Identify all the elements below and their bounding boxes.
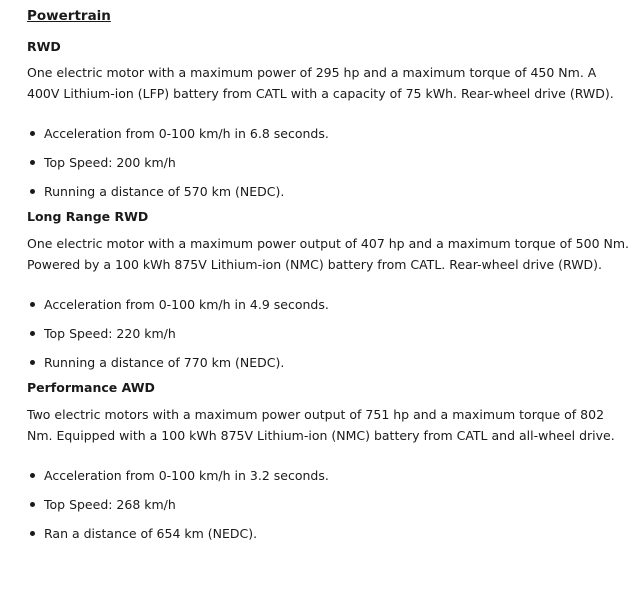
spec-item-top-speed: Top Speed: 220 km/h	[27, 325, 629, 354]
variant-description: One electric motor with a maximum power of 295 hp and a maximum torque of 450 Nm. A 400V Lithium-ion (LFP) battery from CATL with a capacity of 75 kWh. Rear-wheel drive (RWD).	[27, 65, 614, 101]
variant-title: Long Range RWD	[27, 209, 149, 224]
spec-list	[27, 296, 629, 383]
variant-performance-awd	[27, 379, 629, 554]
spec-item-acceleration: Acceleration from 0-100 km/h in 4.9 seconds.	[27, 296, 629, 325]
variant-rwd	[27, 38, 629, 212]
variant-title: Performance AWD	[27, 380, 155, 395]
spec-item-top-speed: Top Speed: 200 km/h	[27, 154, 629, 183]
variant-description: Two electric motors with a maximum power output of 751 hp and a maximum torque of 802 Nm. Equipped with a 100 kWh 875V Lithium-ion (NMC) battery from CATL and all-wheel drive.	[27, 407, 615, 443]
variant-description: One electric motor with a maximum power output of 407 hp and a maximum torque of 500 Nm. Powered by a 100 kWh 875V Lithium-ion (NMC) battery from CATL. Rear-wheel drive (RWD).	[27, 236, 629, 272]
spec-item-acceleration: Acceleration from 0-100 km/h in 3.2 seconds.	[27, 467, 629, 496]
spec-item-top-speed: Top Speed: 268 km/h	[27, 496, 629, 525]
spec-list	[27, 467, 629, 554]
variant-long-range-rwd	[27, 208, 629, 383]
section-heading-powertrain[interactable]: Powertrain	[27, 8, 111, 24]
spec-item-range: Running a distance of 770 km (NEDC).	[27, 354, 629, 383]
spec-list	[27, 125, 629, 212]
variant-title: RWD	[27, 39, 61, 54]
spec-item-range: Ran a distance of 654 km (NEDC).	[27, 525, 629, 554]
spec-item-acceleration: Acceleration from 0-100 km/h in 6.8 seconds.	[27, 125, 629, 154]
spec-item-range: Running a distance of 570 km (NEDC).	[27, 183, 629, 212]
